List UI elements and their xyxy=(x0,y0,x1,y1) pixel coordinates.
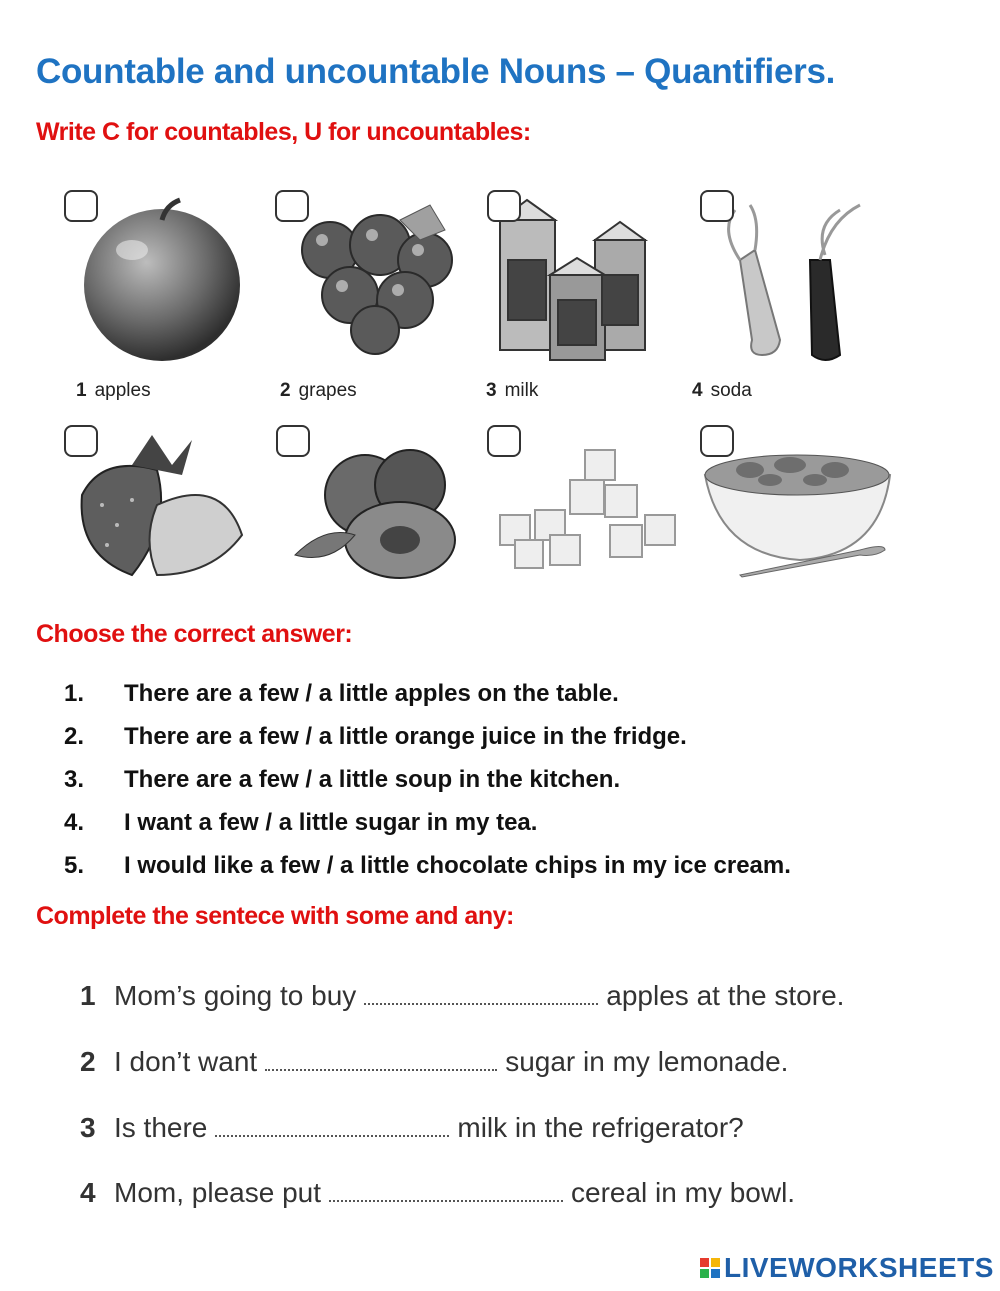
checkbox-milk[interactable] xyxy=(487,190,521,222)
checkbox-strawberries[interactable] xyxy=(64,425,98,457)
food-label-grapes: 2 grapes xyxy=(280,380,357,401)
tomatoes-icon xyxy=(285,425,485,625)
section-heading-classify: Write C for countables, U for uncountables: xyxy=(36,118,531,146)
list-item[interactable]: 1. There are a few / a little apples on the table. xyxy=(64,679,619,707)
fill-sentence-2: 2 I don’t want sugar in my lemonade. xyxy=(80,1046,789,1077)
multiple-choice-list xyxy=(64,672,964,887)
list-item[interactable]: 5. I would like a few / a little chocolate chips in my ice cream. xyxy=(64,851,791,879)
blank-input-1[interactable] xyxy=(364,1003,598,1005)
checkbox-sugar[interactable] xyxy=(487,425,521,457)
grapes-icon xyxy=(280,190,480,390)
blank-input-4[interactable] xyxy=(329,1200,563,1202)
checkbox-apples[interactable] xyxy=(64,190,98,222)
blank-input-3[interactable] xyxy=(215,1135,449,1137)
fill-sentence-1: 1 Mom’s going to buy apples at the store. xyxy=(80,980,845,1011)
food-label-apples: 1 apples xyxy=(76,380,151,401)
blank-input-2[interactable] xyxy=(265,1069,497,1071)
list-item[interactable]: 4. I want a few / a little sugar in my tea. xyxy=(64,808,538,836)
liveworksheets-logo: LIVEWORKSHEETS xyxy=(700,1252,994,1284)
food-label-milk: 3 milk xyxy=(486,380,539,401)
section-heading-choose: Choose the correct answer: xyxy=(36,620,353,648)
checkbox-grapes[interactable] xyxy=(275,190,309,222)
milk-cartons-icon xyxy=(490,190,690,390)
list-item[interactable]: 3. There are a few / a little soup in the kitchen. xyxy=(64,765,621,793)
sugar-cubes-icon xyxy=(490,425,690,625)
logo-squares-icon xyxy=(700,1258,720,1278)
list-item[interactable]: 2. There are a few / a little orange juice in the fridge. xyxy=(64,722,687,750)
checkbox-soda[interactable] xyxy=(700,190,734,222)
section-heading-complete: Complete the sentece with some and any: xyxy=(36,902,514,930)
page-title: Countable and uncountable Nouns – Quantifiers. xyxy=(36,52,836,91)
checkbox-tomatoes[interactable] xyxy=(276,425,310,457)
fill-sentence-3: 3 Is there milk in the refrigerator? xyxy=(80,1112,744,1143)
checkbox-cereal[interactable] xyxy=(700,425,734,457)
fill-sentence-4: 4 Mom, please put cereal in my bowl. xyxy=(80,1177,796,1208)
food-label-soda: 4 soda xyxy=(692,380,752,401)
